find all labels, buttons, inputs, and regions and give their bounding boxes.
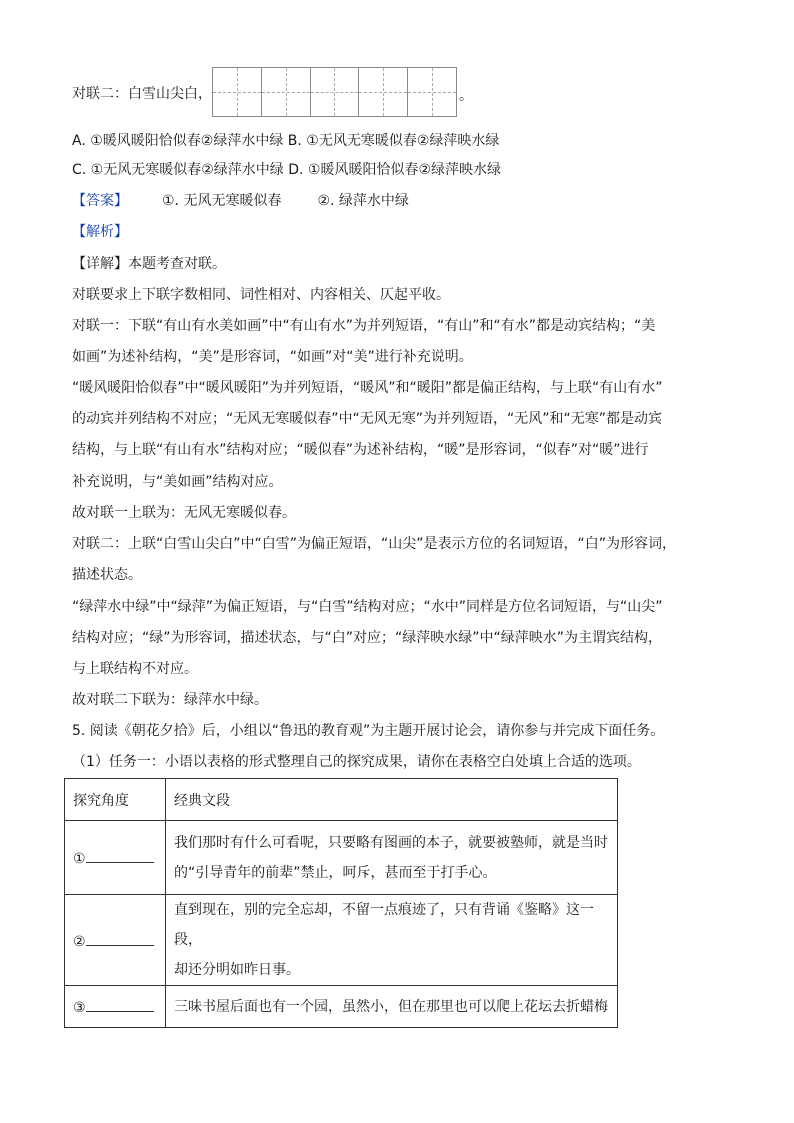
angle-cell <box>65 821 166 895</box>
angle-cell <box>65 986 166 1028</box>
analysis-line: 与上联结构不对应。 <box>72 661 198 677</box>
grid-cell[interactable] <box>408 68 456 116</box>
passage-cell <box>166 895 618 986</box>
passage-line: 却还分明如昨日事。 <box>174 962 300 978</box>
row-marker: ② <box>73 933 86 950</box>
analysis-line: 对联一：下联“有山有水美如画”中“有山有水”为并列短语，“有山”和“有水”都是动宾结构；“美 <box>72 318 656 334</box>
answer-blank[interactable] <box>86 848 154 863</box>
grid-cell[interactable] <box>213 68 262 116</box>
options-line-cd: C. ①无风无寒暖似春②绿萍水中绿 D. ①暖风暖阳恰似春②绿萍映水绿 <box>72 162 502 178</box>
row-marker: ③ <box>73 1000 86 1016</box>
analysis-line: 补充说明，与“美如画”结构对应。 <box>72 474 283 490</box>
analysis-line: “绿萍水中绿”中“绿萍”为偏正短语，与“白雪”结构对应；“水中”同样是方位名词短语，与“山尖” <box>72 599 663 615</box>
couplet-two-period: 。 <box>459 88 473 104</box>
passage-cell <box>166 821 618 895</box>
exploration-table <box>64 778 618 1028</box>
answer-grid[interactable] <box>212 67 457 117</box>
angle-cell <box>65 895 166 986</box>
passage-line: 三味书屋后面也有一个园，虽然小，但在那里也可以爬上花坛去折蜡梅 <box>174 998 608 1015</box>
table-header-angle: 探究角度 <box>65 779 166 821</box>
question-5-stem: 5. 阅读《朝花夕拾》后，小组以“鲁迅的教育观”为主题开展讨论会，请你参与并完成下面任务。 <box>72 723 665 739</box>
grid-cell[interactable] <box>359 68 408 116</box>
grid-cell[interactable] <box>311 68 360 116</box>
analysis-line: “暖风暖阳恰似春”中“暖风暖阳”为并列短语，“暖风”和“暖阳”都是偏正结构，与上联“有山有水” <box>72 380 663 396</box>
answer-blank[interactable] <box>86 997 154 1012</box>
table-row <box>65 821 618 895</box>
answer-tag: 【答案】 <box>72 193 128 209</box>
analysis-line: 结构对应；“绿”为形容词，描述状态，与“白”对应；“绿萍映水绿”中“绿萍映水”为主谓宾结构， <box>72 630 663 646</box>
analysis-line: 对联要求上下联字数相同、词性相对、内容相关、仄起平收。 <box>72 287 450 303</box>
analysis-tag: 【解析】 <box>72 224 128 240</box>
analysis-line: 描述状态。 <box>72 567 142 583</box>
analysis-line: 故对联二下联为：绿萍水中绿。 <box>72 692 268 708</box>
passage-cell <box>166 986 618 1028</box>
answer-blank[interactable] <box>86 931 154 946</box>
passage-line: 我们那时有什么可看呢，只要略有图画的本子，就要被塾师，就是当时 <box>174 834 608 851</box>
options-line-ab: A. ①暖风暖阳恰似春②绿萍水中绿 B. ①无风无寒暖似春②绿萍映水绿 <box>72 133 500 149</box>
table-row <box>65 986 618 1028</box>
table-header-passage: 经典文段 <box>166 779 618 821</box>
analysis-line: 对联二：上联“白雪山尖白”中“白雪”为偏正短语，“山尖”是表示方位的名词短语，“白”为形容词， <box>72 536 677 552</box>
analysis-line: 结构，与上联“有山有水”结构对应；“暖似春”为述补结构，“暖”是形容词，“似春”对“暖”进行 <box>72 442 649 458</box>
analysis-line: 【详解】本题考查对联。 <box>72 256 226 272</box>
table-row <box>65 895 618 986</box>
answer-item-1: ①. 无风无寒暖似春 <box>162 193 282 209</box>
answer-item-2: ②. 绿萍水中绿 <box>317 193 409 209</box>
analysis-line: 如画”为述补结构，“美”是形容词，“如画”对“美”进行补充说明。 <box>72 349 473 365</box>
answer-line <box>72 191 409 211</box>
grid-cell[interactable] <box>262 68 311 116</box>
row-marker: ① <box>73 851 86 867</box>
analysis-line: 的动宾并列结构不对应；“无风无寒暖似春”中“无风无寒”为并列短语，“无风”和“无寒”都是动宾 <box>72 411 663 427</box>
couplet-two-prompt: 对联二：白雪山尖白， <box>72 86 212 102</box>
passage-line: 直到现在，别的完全忘却，不留一点痕迹了，只有背诵《鉴略》这一段， <box>174 902 594 948</box>
analysis-line: 故对联一上联为：无风无寒暖似春。 <box>72 505 296 521</box>
question-5-task-1: （1）任务一：小语以表格的形式整理自己的探究成果，请你在表格空白处填上合适的选项。 <box>72 754 641 770</box>
passage-line: 的“引导青年的前辈”禁止，呵斥，甚而至于打手心。 <box>174 864 497 881</box>
table-header-row <box>65 779 618 821</box>
